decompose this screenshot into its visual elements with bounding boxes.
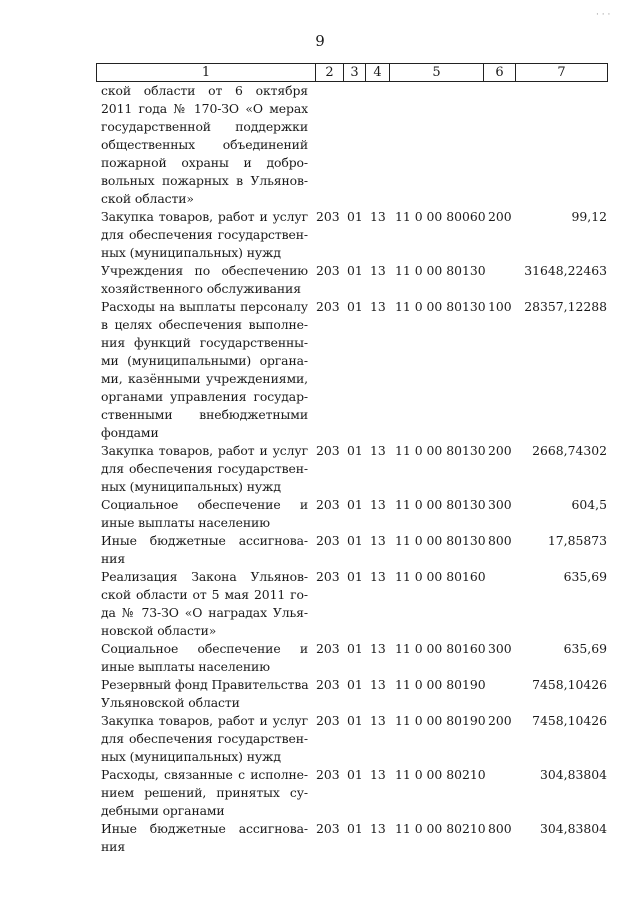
description-line: Расходы на выплаты персоналу <box>101 299 308 314</box>
subsection-code: 13 <box>370 713 386 728</box>
description-line: Иные бюджетные ассигнова- <box>101 533 308 548</box>
header-col-4: 4 <box>365 64 389 81</box>
row-description <box>101 676 308 712</box>
description-line: Учреждения по обеспечению <box>101 263 308 278</box>
subsection-code: 13 <box>370 821 386 836</box>
gov-code: 203 <box>316 641 340 656</box>
gov-code: 203 <box>316 767 340 782</box>
description-line: ных (муниципальных) нужд <box>101 479 281 494</box>
section-code: 01 <box>347 713 363 728</box>
expense-type-code: 800 <box>488 533 512 548</box>
description-line: в целях обеспечения выполне- <box>101 317 308 332</box>
table-row <box>0 208 640 262</box>
description-line: Социальное обеспечение и <box>101 497 308 512</box>
description-line: иные выплаты населению <box>101 659 270 674</box>
gov-code: 203 <box>316 497 340 512</box>
description-line: ния <box>101 839 126 854</box>
amount: 304,83804 <box>539 821 607 836</box>
row-description <box>101 820 308 856</box>
table-row <box>0 532 640 568</box>
amount: 31648,22463 <box>524 263 607 278</box>
table-row <box>0 640 640 676</box>
amount: 17,85873 <box>547 533 607 548</box>
description-line: ных (муниципальных) нужд <box>101 749 281 764</box>
expense-type-code: 200 <box>488 443 512 458</box>
description-line: 2011 года № 170-ЗО «О мерах <box>101 101 308 116</box>
row-description <box>101 496 308 532</box>
target-article-code: 11 0 00 80210 <box>395 821 486 836</box>
gov-code: 203 <box>316 443 340 458</box>
subsection-code: 13 <box>370 263 386 278</box>
subsection-code: 13 <box>370 299 386 314</box>
subsection-code: 13 <box>370 533 386 548</box>
gov-code: 203 <box>316 209 340 224</box>
expense-type-code: 100 <box>488 299 512 314</box>
section-code: 01 <box>347 443 363 458</box>
table-row <box>0 496 640 532</box>
gov-code: 203 <box>316 263 340 278</box>
section-code: 01 <box>347 569 363 584</box>
table-row <box>0 712 640 766</box>
subsection-code: 13 <box>370 209 386 224</box>
header-col-3: 3 <box>343 64 365 81</box>
description-line: Расходы, связанные с исполне- <box>101 767 308 782</box>
table-row <box>0 442 640 496</box>
target-article-code: 11 0 00 80160 <box>395 569 486 584</box>
expense-type-code: 200 <box>488 713 512 728</box>
description-line: нием решений, принятых су- <box>101 785 308 800</box>
description-line: ми, казёнными учреждениями, <box>101 371 308 386</box>
description-line: Закупка товаров, работ и услуг <box>101 713 308 728</box>
description-line: государственной поддержки <box>101 119 308 134</box>
target-article-code: 11 0 00 80190 <box>395 713 486 728</box>
table-header <box>96 63 608 82</box>
description-line: ми (муниципальными) органа- <box>101 353 308 368</box>
subsection-code: 13 <box>370 569 386 584</box>
section-code: 01 <box>347 533 363 548</box>
gov-code: 203 <box>316 821 340 836</box>
amount: 2668,74302 <box>532 443 607 458</box>
description-line: новской области» <box>101 623 217 638</box>
section-code: 01 <box>347 641 363 656</box>
description-line: пожарной охраны и добро- <box>101 155 308 170</box>
target-article-code: 11 0 00 80060 <box>395 209 486 224</box>
row-description <box>101 298 308 442</box>
row-description <box>101 262 308 298</box>
section-code: 01 <box>347 677 363 692</box>
description-line: ных (муниципальных) нужд <box>101 245 281 260</box>
header-col-7: 7 <box>515 64 607 81</box>
expense-type-code: 800 <box>488 821 512 836</box>
description-line: ния <box>101 551 126 566</box>
subsection-code: 13 <box>370 767 386 782</box>
amount: 99,12 <box>571 209 607 224</box>
gov-code: 203 <box>316 713 340 728</box>
description-line: для обеспечения государствен- <box>101 731 308 746</box>
description-line: органами управления государ- <box>101 389 308 404</box>
section-code: 01 <box>347 209 363 224</box>
target-article-code: 11 0 00 80130 <box>395 533 486 548</box>
expense-type-code: 300 <box>488 497 512 512</box>
description-line: дебными органами <box>101 803 225 818</box>
row-description <box>101 442 308 496</box>
table-row <box>0 298 640 442</box>
target-article-code: 11 0 00 80190 <box>395 677 486 692</box>
target-article-code: 11 0 00 80130 <box>395 263 486 278</box>
row-description <box>101 532 308 568</box>
subsection-code: 13 <box>370 641 386 656</box>
amount: 28357,12288 <box>524 299 607 314</box>
target-article-code: 11 0 00 80130 <box>395 299 486 314</box>
amount: 304,83804 <box>539 767 607 782</box>
description-line: для обеспечения государствен- <box>101 227 308 242</box>
description-line: да № 73-ЗО «О наградах Улья- <box>101 605 308 620</box>
target-article-code: 11 0 00 80130 <box>395 497 486 512</box>
description-line: ния функций государственны- <box>101 335 308 350</box>
expense-type-code: 300 <box>488 641 512 656</box>
budget-table-body <box>0 82 640 856</box>
description-line: хозяйственного обслуживания <box>101 281 301 296</box>
gov-code: 203 <box>316 677 340 692</box>
description-line: Иные бюджетные ассигнова- <box>101 821 308 836</box>
header-col-2: 2 <box>315 64 343 81</box>
target-article-code: 11 0 00 80130 <box>395 443 486 458</box>
gov-code: 203 <box>316 533 340 548</box>
description-line: Закупка товаров, работ и услуг <box>101 209 308 224</box>
amount: 635,69 <box>563 569 607 584</box>
gov-code: 203 <box>316 299 340 314</box>
gov-code: 203 <box>316 569 340 584</box>
description-line: для обеспечения государствен- <box>101 461 308 476</box>
amount: 604,5 <box>571 497 607 512</box>
description-line: Закупка товаров, работ и услуг <box>101 443 308 458</box>
description-line: вольных пожарных в Ульянов- <box>101 173 308 188</box>
description-line: иные выплаты населению <box>101 515 270 530</box>
description-line: ской области от 5 мая 2011 го- <box>101 587 308 602</box>
description-line: ской области от 6 октября <box>101 83 308 98</box>
table-row <box>0 676 640 712</box>
table-row <box>0 262 640 298</box>
target-article-code: 11 0 00 80160 <box>395 641 486 656</box>
description-line: ской области» <box>101 191 194 206</box>
section-code: 01 <box>347 299 363 314</box>
table-row <box>0 568 640 640</box>
header-col-6: 6 <box>483 64 515 81</box>
subsection-code: 13 <box>370 443 386 458</box>
row-description <box>101 82 308 208</box>
row-description <box>101 712 308 766</box>
amount: 7458,10426 <box>532 677 607 692</box>
subsection-code: 13 <box>370 677 386 692</box>
row-description <box>101 208 308 262</box>
row-description <box>101 568 308 640</box>
amount: 635,69 <box>563 641 607 656</box>
section-code: 01 <box>347 767 363 782</box>
header-col-5: 5 <box>389 64 483 81</box>
description-line: Социальное обеспечение и <box>101 641 308 656</box>
section-code: 01 <box>347 497 363 512</box>
description-line: общественных объединений <box>101 137 308 152</box>
description-line: ственными внебюджетными <box>101 407 308 422</box>
section-code: 01 <box>347 821 363 836</box>
page-number: 9 <box>315 32 325 50</box>
table-row <box>0 820 640 856</box>
section-code: 01 <box>347 263 363 278</box>
header-col-1: 1 <box>201 65 211 80</box>
expense-type-code: 200 <box>488 209 512 224</box>
row-description <box>101 640 308 676</box>
scan-mark: · · · <box>596 10 611 20</box>
description-line: Реализация Закона Ульянов- <box>101 569 308 584</box>
target-article-code: 11 0 00 80210 <box>395 767 486 782</box>
description-line: фондами <box>101 425 159 440</box>
amount: 7458,10426 <box>532 713 607 728</box>
table-row <box>0 766 640 820</box>
subsection-code: 13 <box>370 497 386 512</box>
table-row <box>0 82 640 208</box>
description-line: Резервный фонд Правительства <box>101 677 309 692</box>
description-line: Ульяновской области <box>101 695 240 710</box>
row-description <box>101 766 308 820</box>
